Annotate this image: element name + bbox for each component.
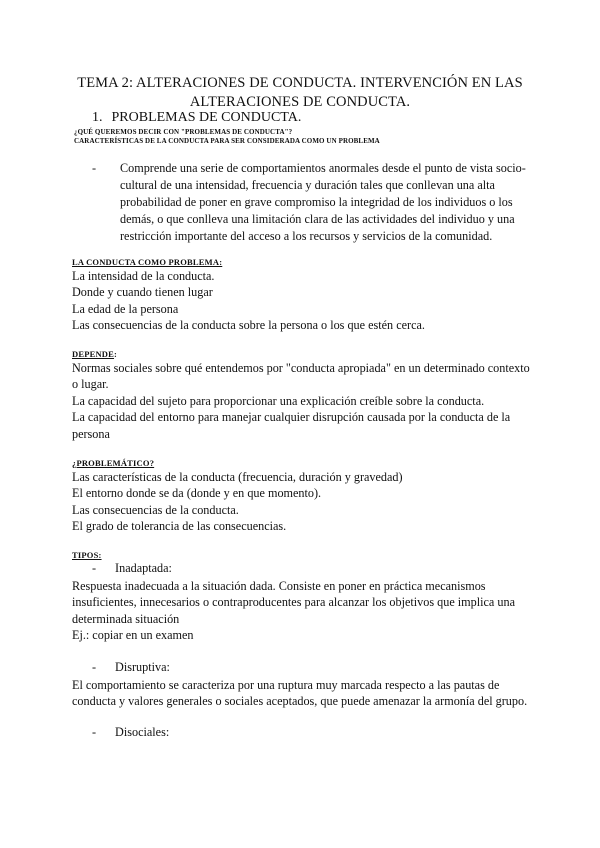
definition-line: probabilidad de poner en grave compromiso la integridad de los individuos o los: [120, 195, 513, 209]
type-name: Disociales:: [115, 725, 170, 739]
document-title: [70, 74, 530, 112]
type-name: Disruptiva:: [115, 660, 170, 674]
problematico-line: Las características de la conducta (frecuencia, duración y gravedad): [72, 470, 403, 484]
inadaptada-line: Respuesta inadecuada a la situación dada. Consiste en poner en práctica mecanismos: [72, 579, 486, 593]
depende-line: La capacidad del entorno para manejar cualquier disrupción causada por la conducta de la: [72, 410, 511, 425]
problem-line: La intensidad de la conducta.: [72, 269, 215, 283]
problematico-line: El grado de tolerancia de las consecuencias.: [72, 519, 287, 534]
depende-label-text: DEPENDE: [72, 349, 115, 359]
depende-label: [72, 348, 534, 360]
definition-line: demás, o que conlleva una limitación clara de las actividades del individuo y una: [120, 212, 515, 226]
problem-line: Las consecuencias de la conducta sobre la persona o los que estén cerca.: [72, 318, 425, 333]
depende-line: persona: [72, 426, 110, 441]
question-2: CARACTERÍSTICAS DE LA CONDUCTA PARA SER CONSIDERADA COMO UN PROBLEMA: [74, 137, 380, 145]
inadaptada-text: [72, 578, 534, 644]
depende-line: Normas sociales sobre qué entendemos por "conducta apropiada" en un determinado contexto: [72, 361, 530, 375]
type-name: Inadaptada:: [115, 561, 172, 575]
inadaptada-line: determinada situación: [72, 611, 180, 626]
disruptiva-text: [72, 677, 534, 710]
depende-colon: :: [114, 349, 118, 359]
type-dash: -: [92, 660, 97, 674]
definition-line: Comprende una serie de comportamientos anormales desde el punto de vista socio-: [120, 161, 526, 175]
definition-line: cultural de una intensidad, frecuencia y duración tales que conllevan una alta: [120, 178, 495, 192]
title-line-2: ALTERACIONES DE CONDUCTA.: [189, 94, 411, 110]
problem-line: Donde y cuando tienen lugar: [72, 285, 213, 300]
section-heading: [92, 110, 301, 126]
type-inadaptada-heading: [92, 561, 172, 576]
depende-section: [72, 348, 534, 442]
problematico-line: Las consecuencias de la conducta.: [72, 502, 239, 517]
type-disruptiva-heading: [92, 660, 170, 675]
section-number: 1.: [92, 110, 103, 125]
problem-label: LA CONDUCTA COMO PROBLEMA:: [72, 257, 223, 267]
title-line-1: TEMA 2: ALTERACIONES DE CONDUCTA. INTERVENCIÓN EN LAS: [77, 75, 523, 91]
inadaptada-line: insuficientes, innecesarios o contraproducentes para alcanzar los objetivos que implica una: [72, 595, 515, 610]
definition-line: restricción importante del acceso a los recursos y servicios de la comunidad.: [120, 229, 493, 243]
problematico-line: El entorno donde se da (donde y en que momento).: [72, 486, 322, 501]
tipos-label-block: [72, 549, 534, 561]
problematico-label: ¿PROBLEMÁTICO?: [72, 458, 155, 468]
definition-text: [120, 160, 532, 245]
problem-line: La edad de la persona: [72, 301, 179, 316]
tipos-label: TIPOS:: [72, 550, 102, 560]
inadaptada-line: Ej.: copiar en un examen: [72, 628, 194, 643]
section-heading-text: PROBLEMAS DE CONDUCTA.: [111, 110, 302, 125]
bullet-dash: -: [92, 161, 97, 175]
disruptiva-line: conducta y valores generales o sociales aceptados, que puede amenazar la armonía del grupo.: [72, 694, 528, 709]
disruptiva-line: El comportamiento se caracteriza por una ruptura muy marcada respecto a las pautas de: [72, 678, 500, 692]
type-dash: -: [92, 725, 97, 739]
type-disociales-heading: [92, 725, 169, 740]
question-1: ¿QUÉ QUEREMOS DECIR CON "PROBLEMAS DE CONDUCTA"?: [74, 128, 293, 136]
problematico-section: [72, 457, 534, 535]
depende-line: o lugar.: [72, 377, 109, 392]
definition-bullet: [92, 160, 532, 245]
depende-line: La capacidad del sujeto para proporcionar una explicación creíble sobre la conducta.: [72, 393, 485, 408]
problem-section: [72, 256, 534, 334]
type-dash: -: [92, 561, 97, 575]
